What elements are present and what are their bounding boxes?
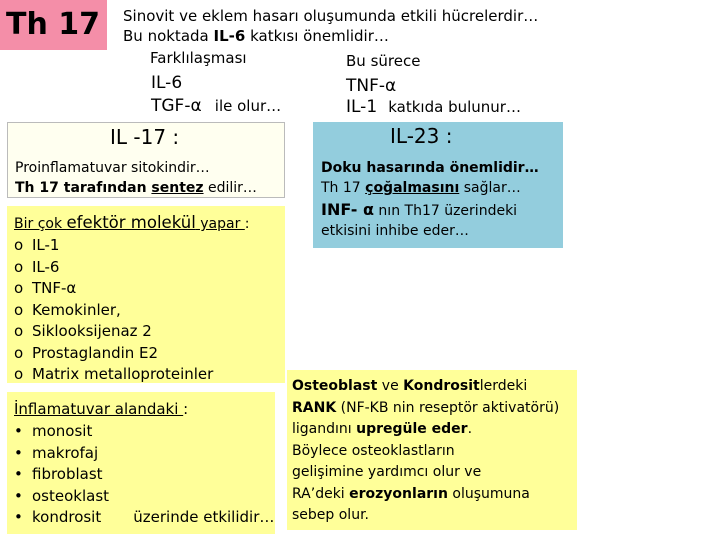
list-item-text: Kemokinler,	[32, 300, 121, 319]
list-item	[14, 278, 213, 300]
list-item-text: kondrosit	[32, 508, 102, 526]
osteo-line-5: gelişimine yardımcı olur ve	[292, 464, 482, 480]
il23-line-2-pre: Th 17	[321, 180, 366, 196]
osteo-line-3-part-c: .	[467, 421, 473, 437]
il17-line-2-pre: Th 17 tarafından	[15, 180, 152, 196]
il23-line-3	[321, 200, 539, 221]
list-item-text: fibroblast	[32, 465, 103, 483]
differentiation-suffix: ile olur…	[214, 97, 282, 115]
il23-line-3-bold: INF- α	[321, 200, 374, 219]
intro-line-2-bold: IL-6	[213, 27, 246, 45]
list-item	[14, 486, 274, 508]
effector-heading-colon: :	[244, 216, 250, 232]
osteo-line-3-part-b: upregüle eder	[356, 421, 468, 437]
list-marker: o	[14, 300, 24, 319]
list-item	[14, 257, 213, 279]
contribution-item-il1-label: IL-1	[346, 97, 378, 117]
list-item	[14, 443, 274, 465]
list-item-text: osteoklast	[32, 486, 110, 505]
list-item-text: monosit	[32, 422, 93, 440]
il23-line-1: Doku hasarında önemlidir…	[321, 160, 539, 176]
osteo-line-1	[292, 376, 559, 398]
list-marker: o	[14, 257, 24, 276]
osteo-line-6-part-a: RA’deki	[292, 485, 350, 502]
il23-description	[321, 158, 539, 241]
list-item-text: makrofaj	[32, 443, 99, 462]
intro-line-2-pre: Bu noktada	[123, 27, 214, 45]
osteo-line-2-part-b: (NF-KB nin reseptör aktivatörü)	[336, 399, 560, 416]
contribution-item-tnf: TNF-α	[346, 76, 397, 96]
list-marker: •	[14, 465, 23, 483]
list-marker: o	[14, 322, 24, 340]
effector-heading	[14, 213, 250, 232]
contribution-heading: Bu sürece	[346, 52, 421, 70]
osteo-line-1-part-d: lerdeki	[479, 378, 528, 394]
osteoclast-text	[292, 376, 559, 527]
list-marker: •	[14, 486, 23, 505]
th17-badge	[0, 0, 107, 50]
effector-molecule-list	[14, 235, 213, 386]
list-item	[14, 235, 213, 257]
effector-heading-post: yapar	[195, 216, 245, 232]
il23-line-2	[321, 178, 539, 198]
effector-heading-mid: efektör molekül	[66, 213, 196, 232]
osteo-line-4: Böylece osteoklastların	[292, 442, 455, 459]
osteo-line-6-part-c: oluşumuna	[447, 485, 530, 502]
list-marker: o	[14, 343, 24, 362]
osteo-line-1-part-c: Kondrosit	[403, 378, 480, 394]
osteo-line-1-part-a: Osteoblast	[292, 378, 378, 394]
list-item	[14, 321, 213, 343]
differentiation-item-tgf-label: TGF-α	[151, 96, 202, 116]
inflammatory-heading	[14, 400, 188, 418]
il17-title: IL -17 :	[110, 125, 180, 149]
effector-heading-pre: Bir çok	[14, 216, 67, 232]
contribution-item-il1	[346, 97, 521, 117]
intro-line-1	[123, 6, 538, 26]
intro-line-2-post: katkısı önemlidir…	[245, 27, 389, 45]
osteo-line-7: sebep olur.	[292, 507, 369, 523]
il17-description	[15, 158, 257, 198]
intro-line-2	[123, 26, 389, 46]
differentiation-heading: Farklılaşması	[150, 49, 247, 67]
list-marker: o	[14, 365, 24, 383]
list-item	[14, 421, 274, 443]
osteo-line-1-part-b: ve	[377, 378, 404, 394]
osteo-line-2-part-a: RANK	[292, 399, 337, 416]
il23-line-4: etkisini inhibe eder…	[321, 223, 469, 239]
contribution-suffix: katkıda bulunur…	[388, 98, 521, 116]
osteo-line-2	[292, 398, 559, 420]
list-item	[14, 343, 213, 365]
il17-line-1: Proinflamatuvar sitokindir…	[15, 160, 210, 176]
list-item	[14, 464, 274, 486]
list-item-text: TNF-α	[32, 279, 77, 297]
intro-line-1-text: Sinovit ve eklem hasarı oluşumunda etkili hücrelerdir…	[123, 7, 539, 25]
osteo-line-3	[292, 419, 559, 441]
il17-line-2-post: edilir…	[203, 180, 257, 196]
inflammatory-heading-label: İnflamatuvar alandaki	[14, 400, 184, 418]
list-item-text: IL-1	[32, 236, 60, 254]
il23-line-3-rest: nın Th17 üzerindeki	[373, 203, 518, 219]
il23-title: IL-23 :	[390, 124, 453, 148]
il23-line-2-underlined: çoğalmasını	[365, 180, 460, 196]
il17-line-2-underlined: sentez	[151, 180, 204, 196]
il17-line-2	[15, 178, 257, 198]
badge-label: Th 17	[6, 7, 101, 42]
list-item-text: IL-6	[32, 257, 60, 276]
list-marker: o	[14, 236, 24, 254]
list-item-text: Matrix metalloproteinler	[32, 365, 214, 383]
list-marker: •	[14, 443, 23, 462]
list-marker: o	[14, 279, 24, 297]
list-item-text: Siklooksijenaz 2	[32, 322, 152, 340]
list-item	[14, 364, 213, 386]
list-marker: •	[14, 422, 23, 440]
il23-line-2-post: sağlar…	[459, 180, 521, 196]
list-item-text: Prostaglandin E2	[32, 343, 159, 362]
osteo-line-3-part-a: ligandını	[292, 421, 357, 437]
target-cell-list	[14, 421, 274, 529]
differentiation-item-il6: IL-6	[151, 73, 183, 93]
osteo-line-6-part-b: erozyonların	[349, 485, 448, 502]
osteo-line-6	[292, 484, 559, 506]
list-item	[14, 300, 213, 322]
list-item	[14, 507, 274, 529]
list-marker: •	[14, 508, 23, 526]
differentiation-item-tgf	[151, 96, 281, 116]
inflammatory-heading-colon: :	[183, 400, 189, 418]
target-cells-suffix: üzerinde etkilidir…	[133, 508, 275, 526]
